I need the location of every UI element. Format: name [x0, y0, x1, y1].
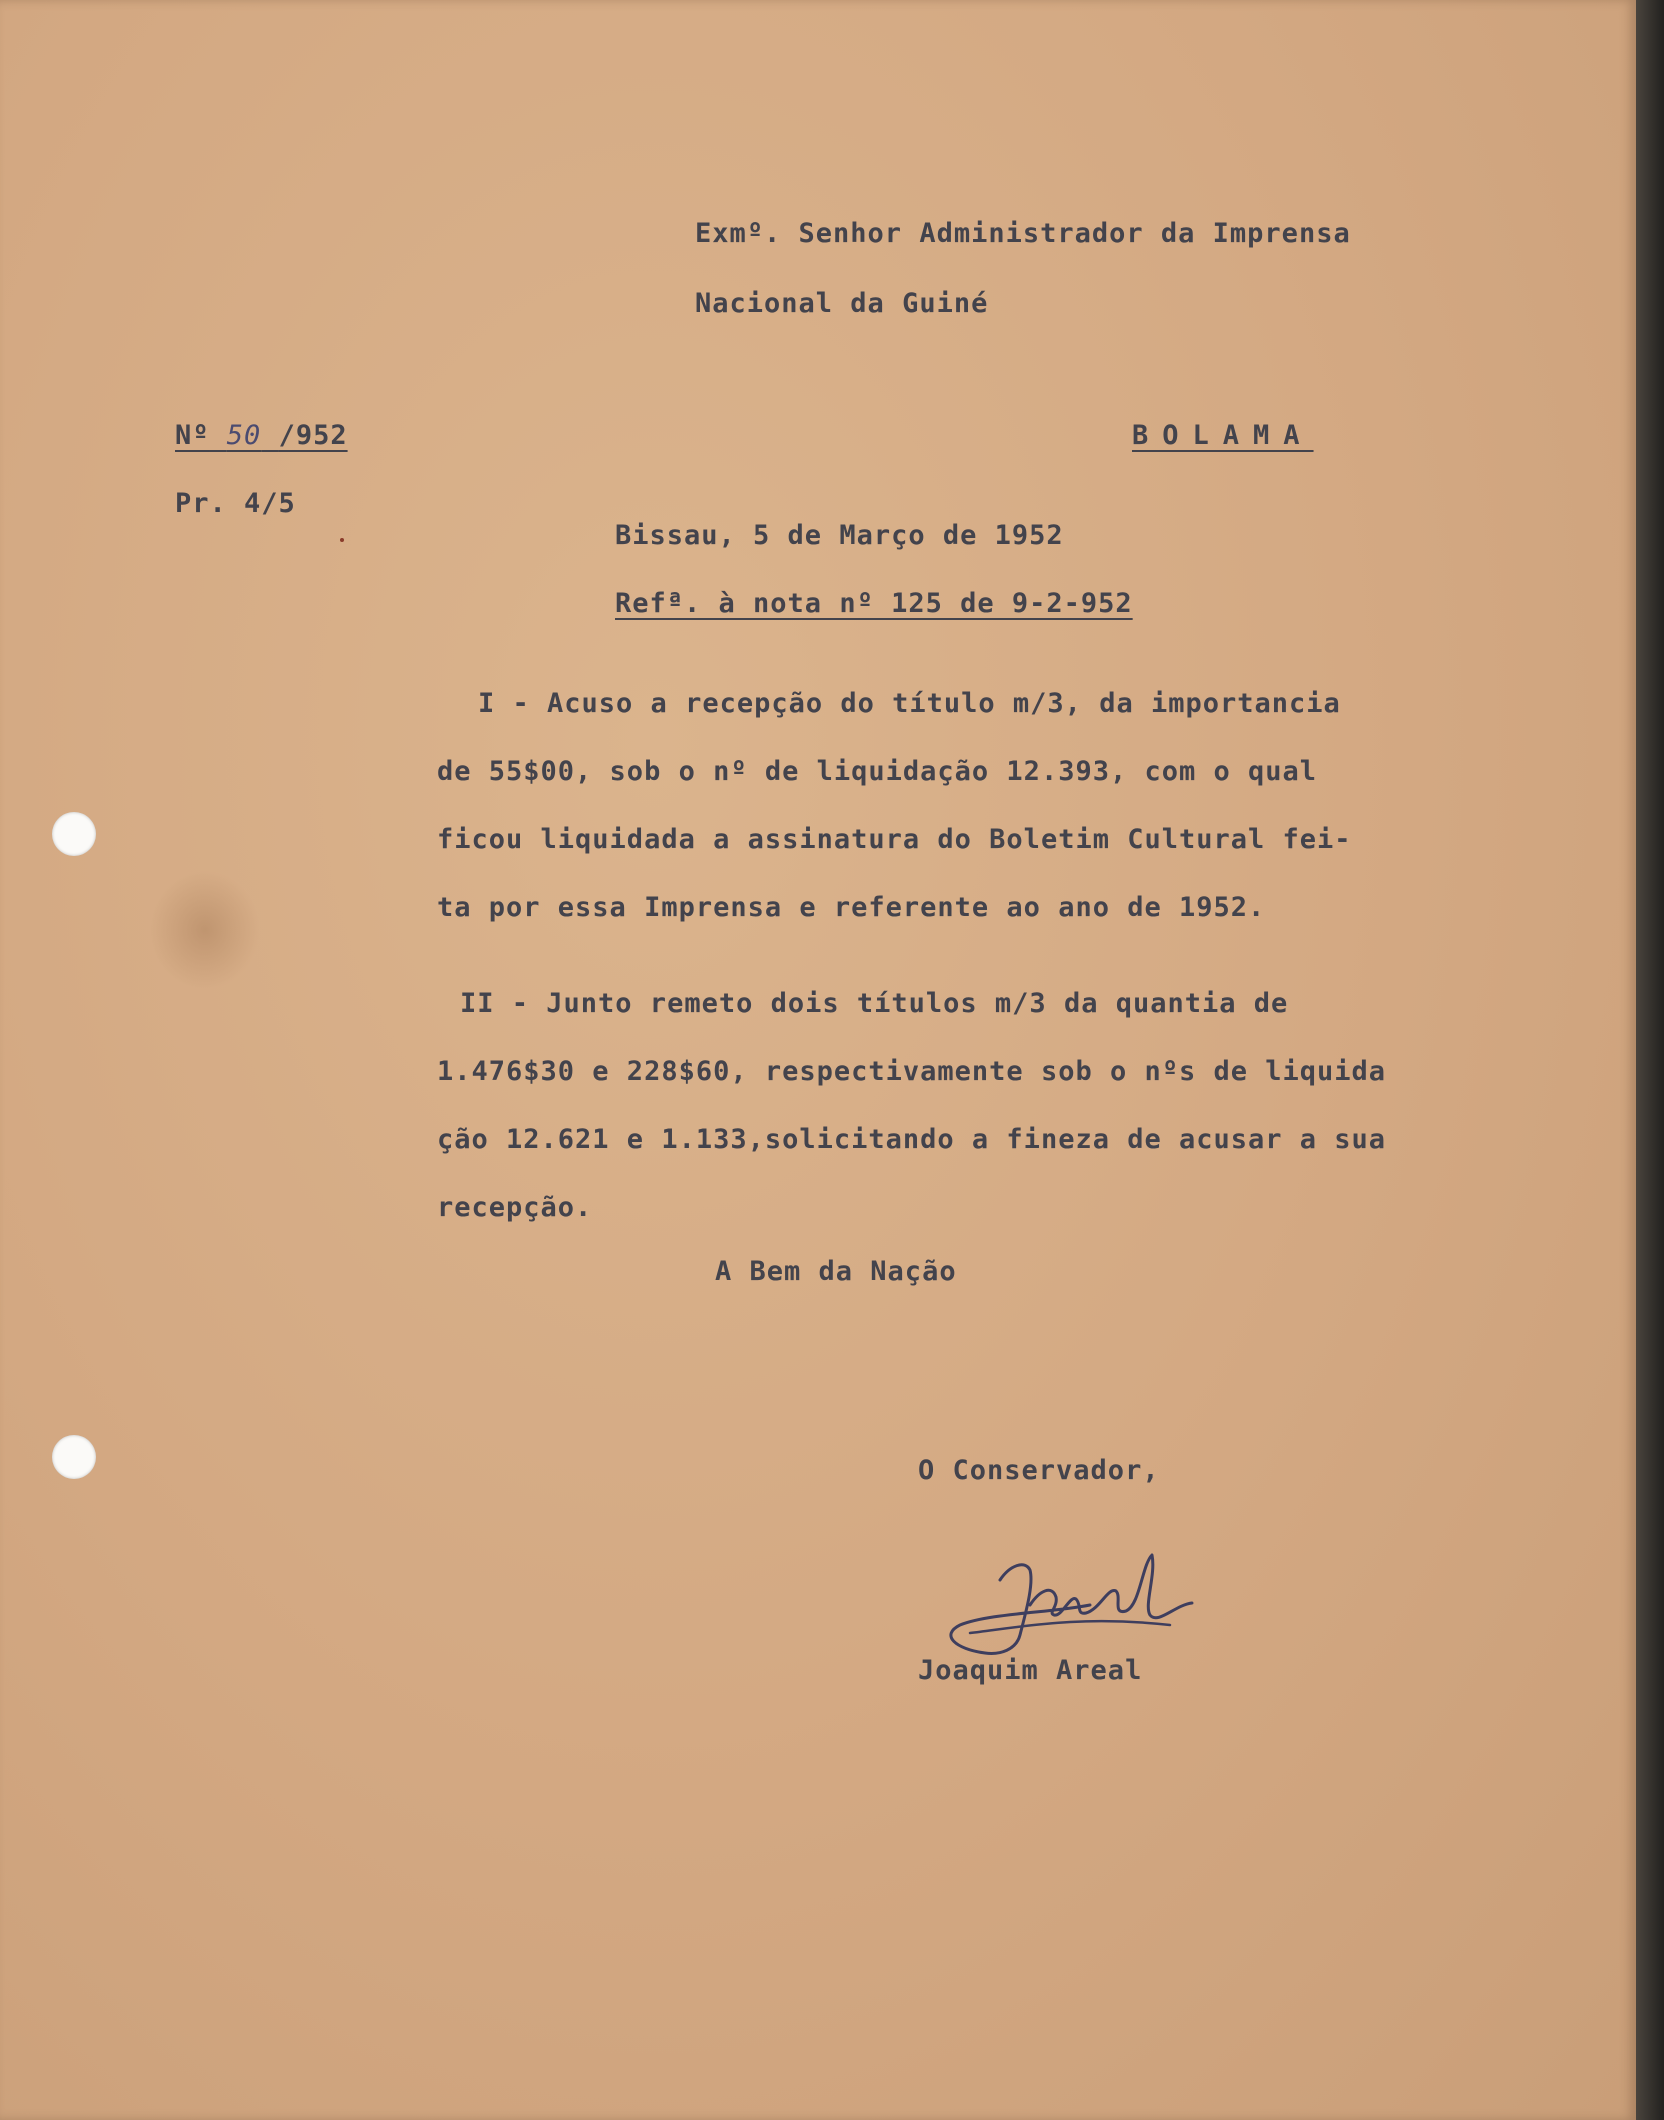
place-date: Bissau, 5 de Março de 1952 — [615, 520, 1064, 551]
paragraph-1-line: ficou liquidada a assinatura do Boletim Cultural fei- — [437, 824, 1352, 855]
handwritten-signature-icon — [930, 1535, 1220, 1675]
paragraph-1-line: de 55$00, sob o nº de liquidação 12.393, com o qual — [437, 756, 1318, 787]
closing-salutation: A Bem da Nação — [715, 1256, 957, 1287]
reference-number-handwritten: 50 — [226, 420, 262, 451]
paper-stain — [150, 870, 260, 990]
paragraph-2-line: II - Junto remeto dois títulos m/3 da quantia de — [460, 988, 1289, 1019]
addressee-line-1: Exmº. Senhor Administrador da Imprensa — [695, 218, 1351, 249]
signatory-name: Joaquim Areal — [918, 1655, 1143, 1686]
signatory-title: O Conservador, — [918, 1455, 1160, 1486]
paragraph-1-line: ta por essa Imprensa e referente ao ano de 1952. — [437, 892, 1266, 923]
ink-dot — [340, 538, 344, 542]
paragraph-2-line: ção 12.621 e 1.133,solicitando a fineza de acusar a sua — [437, 1124, 1387, 1155]
punch-hole-bottom — [52, 1435, 96, 1479]
paragraph-1-line: I - Acuso a recepção do título m/3, da importancia — [478, 688, 1341, 719]
reference-note: Refª. à nota nº 125 de 9-2-952 — [615, 588, 1133, 619]
paragraph-2-line: recepção. — [437, 1192, 593, 1223]
addressee-line-2: Nacional da Guiné — [695, 288, 989, 319]
reference-number-prefix: Nº — [175, 420, 210, 451]
destination: BOLAMA — [1132, 420, 1314, 451]
paragraph-2-line: 1.476$30 e 228$60, respectivamente sob o nºs de liquida — [437, 1056, 1387, 1087]
punch-hole-top — [52, 812, 96, 856]
reference-number-suffix: /952 — [278, 420, 348, 451]
process-number: Pr. 4/5 — [175, 488, 296, 519]
reference-number — [175, 420, 348, 451]
